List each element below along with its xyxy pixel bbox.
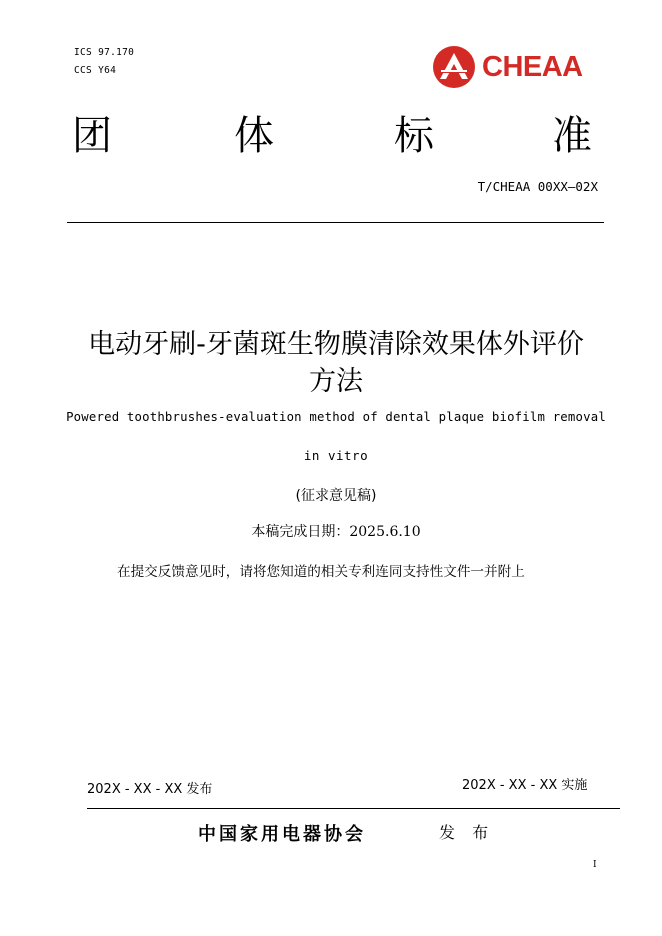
title-chinese-line-2: 方法 (309, 366, 363, 397)
patent-notice: 在提交反馈意见时，请将您知道的相关专利连同支持性文件一并附上 (117, 564, 525, 580)
page-number: I (593, 860, 597, 870)
cheaa-logo-text: CHEAA (482, 51, 583, 83)
title-chinese (60, 326, 612, 400)
publish-label: 发 布 (439, 823, 495, 842)
standard-type-char-4: 准 (552, 113, 592, 159)
title-chinese-line-1: 电动牙刷-牙菌斑生物膜清除效果体外评价 (88, 329, 584, 360)
implement-date: 202X - XX - XX 实施 (462, 778, 588, 793)
standard-type-char-2: 体 (234, 113, 274, 159)
ccs-code: CCS Y64 (74, 65, 117, 76)
standard-type-char-3: 标 (394, 113, 434, 159)
title-english-line-2: in vitro (303, 448, 369, 463)
standard-type-char-1: 团 (72, 113, 112, 159)
footer-divider (87, 808, 620, 809)
draft-completion-date: 本稿完成日期：2025.6.10 (251, 524, 421, 540)
cheaa-logo (432, 45, 602, 89)
publish-date: 202X - XX - XX 发布 (87, 782, 213, 797)
cheaa-logo-mark-icon (432, 45, 476, 89)
title-english-line-1: Powered toothbrushes-evaluation method of dental plaque biofilm removal (66, 410, 606, 424)
ics-code: ICS 97.170 (74, 47, 135, 58)
header-divider (67, 222, 604, 223)
publisher-name: 中国家用电器协会 (198, 824, 366, 845)
standard-number: T/CHEAA 00XX—02X (477, 179, 598, 194)
draft-status: (征求意见稿) (295, 488, 377, 504)
